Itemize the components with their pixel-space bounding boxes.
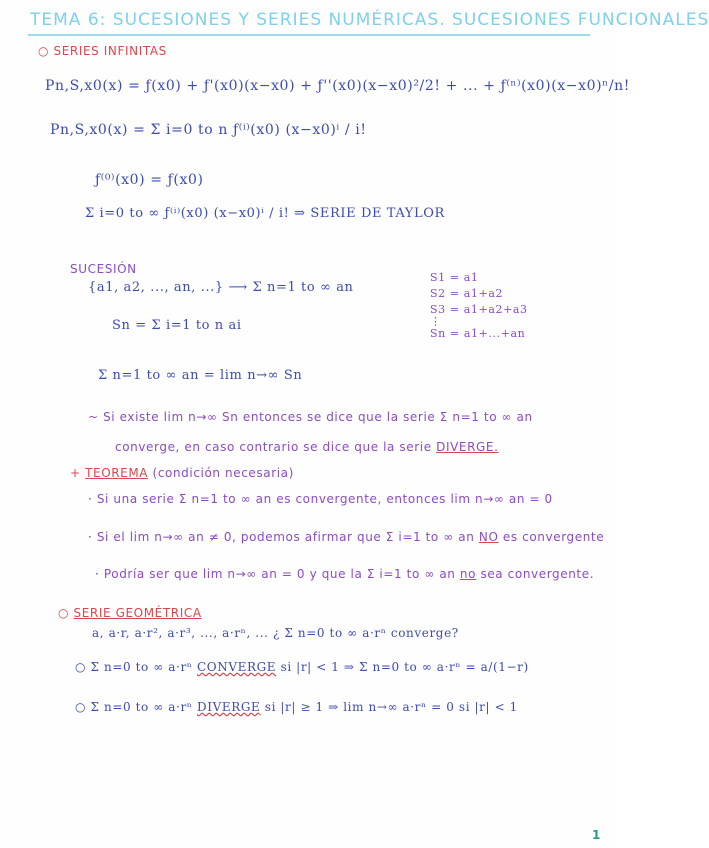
convergence-definition-text: converge, en caso contrario se dice que la serie [115, 440, 437, 454]
partial-sum-n: Sn = a1+...+an [430, 327, 526, 340]
diverge-word-2: DIVERGE [197, 700, 261, 714]
convergence-definition-1: ~ Si existe lim n→∞ Sn entonces se dice que la serie Σ n=1 to ∞ an [88, 410, 533, 424]
geometric-sequence: a, a·r, a·r², a·r³, ..., a·rⁿ, ... ¿ Σ n=0 to ∞ a·rⁿ converge? [92, 626, 459, 640]
taylor-sum-term: ƒ⁽ⁱ⁾(x0) (x−x0)ⁱ / i! [233, 122, 367, 138]
geometric-converge-sum: Σ n=0 to ∞ a·rⁿ [90, 660, 198, 674]
theorem-heading [70, 466, 294, 480]
convergence-definition-2 [115, 440, 499, 454]
geometric-diverge-sum: Σ n=0 to ∞ a·rⁿ [90, 700, 198, 714]
title-underline [28, 34, 590, 36]
bullet-icon: ○ [38, 44, 54, 58]
geometric-diverge-rest: si |r| ≥ 1 ⇒ lim n→∞ a·rⁿ = 0 si |r| < 1 [260, 700, 518, 714]
taylor-series-line [85, 206, 445, 221]
theorem-point-2-text: Si el lim n→∞ an ≠ 0, podemos afirmar que Σ i=1 to ∞ an [96, 530, 479, 544]
theorem-point-2-end: es convergente [498, 530, 605, 544]
taylor-sum-sigma: Σ i=0 to n [150, 122, 228, 138]
dot-bullet-icon: · [88, 530, 97, 544]
section-heading-series [38, 44, 167, 58]
taylor-series-note: ⇒ SERIE DE TAYLOR [294, 206, 445, 221]
dot-bullet-icon: · [88, 492, 97, 506]
taylor-polynomial-line: Pn,S,x0(x) = ƒ(x0) + ƒ'(x0)(x−x0) + ƒ''(x0)(x−x0)²/2! + ... + ƒ⁽ⁿ⁾(x0)(x−x0)ⁿ/n! [45, 78, 631, 94]
circle-bullet-icon: ○ [75, 660, 91, 674]
theorem-point-3 [95, 567, 594, 581]
section-heading-label: SERIES INFINITAS [53, 44, 167, 58]
partial-sum-dots: ⋮ [430, 315, 442, 328]
geometric-diverge [75, 700, 518, 714]
partial-sum-3: S3 = a1+a2+a3 [430, 303, 528, 316]
theorem-point-1-text: Si una serie Σ n=1 to ∞ an es convergente, entonces lim n→∞ an = 0 [96, 492, 553, 506]
theorem-subtitle: (condición necesaria) [152, 466, 294, 480]
sucesion-label: SUCESIÓN [70, 262, 137, 276]
theorem-title: TEOREMA [85, 466, 149, 480]
partial-sums-list [430, 270, 528, 342]
geometric-converge [75, 660, 529, 674]
taylor-sum-lhs: Pn,S,x0(x) = [50, 122, 146, 138]
taylor-sum-line [50, 122, 367, 138]
taylor-series-term: ƒ⁽ⁱ⁾(x0) (x−x0)ⁱ / i! [164, 206, 290, 221]
bullet-icon: ○ [58, 606, 74, 620]
theorem-point-1 [88, 492, 553, 506]
sn-definition: Sn = Σ i=1 to n ai [112, 318, 242, 333]
no-word: NO [478, 530, 499, 544]
sucesion-sequence: {a1, a2, ..., an, ...} ⟶ Σ n=1 to ∞ an [88, 280, 354, 295]
diverge-word: DIVERGE. [436, 440, 499, 454]
taylor-zero-derivative: ƒ⁽⁰⁾(x0) = ƒ(x0) [95, 172, 204, 188]
geometric-converge-rest: si |r| < 1 ⇒ Σ n=0 to ∞ a·rⁿ = a/(1−r) [276, 660, 529, 674]
circle-bullet-icon: ○ [75, 700, 91, 714]
no-word-2: no [459, 567, 477, 581]
theorem-point-3-text: Podría ser que lim n→∞ an = 0 y que la Σ i=1 to ∞ an [103, 567, 460, 581]
theorem-point-2 [88, 530, 604, 544]
dot-bullet-icon: · [95, 567, 104, 581]
geometric-heading-label: SERIE GEOMÉTRICA [73, 606, 202, 620]
series-limit-definition: Σ n=1 to ∞ an = lim n→∞ Sn [98, 368, 303, 383]
theorem-point-3-end: sea convergente. [476, 567, 595, 581]
page-number: 1 [592, 828, 601, 842]
section-heading-geometric [58, 606, 202, 620]
page-title: TEMA 6: SUCESIONES Y SERIES NUMÉRICAS. SUCESIONES FUNCIONALES [30, 10, 709, 30]
partial-sum-2: S2 = a1+a2 [430, 287, 504, 300]
taylor-series-sigma: Σ i=0 to ∞ [85, 206, 160, 221]
plus-bullet-icon: + [70, 466, 86, 480]
converge-word: CONVERGE [197, 660, 277, 674]
partial-sum-1: S1 = a1 [430, 271, 479, 284]
